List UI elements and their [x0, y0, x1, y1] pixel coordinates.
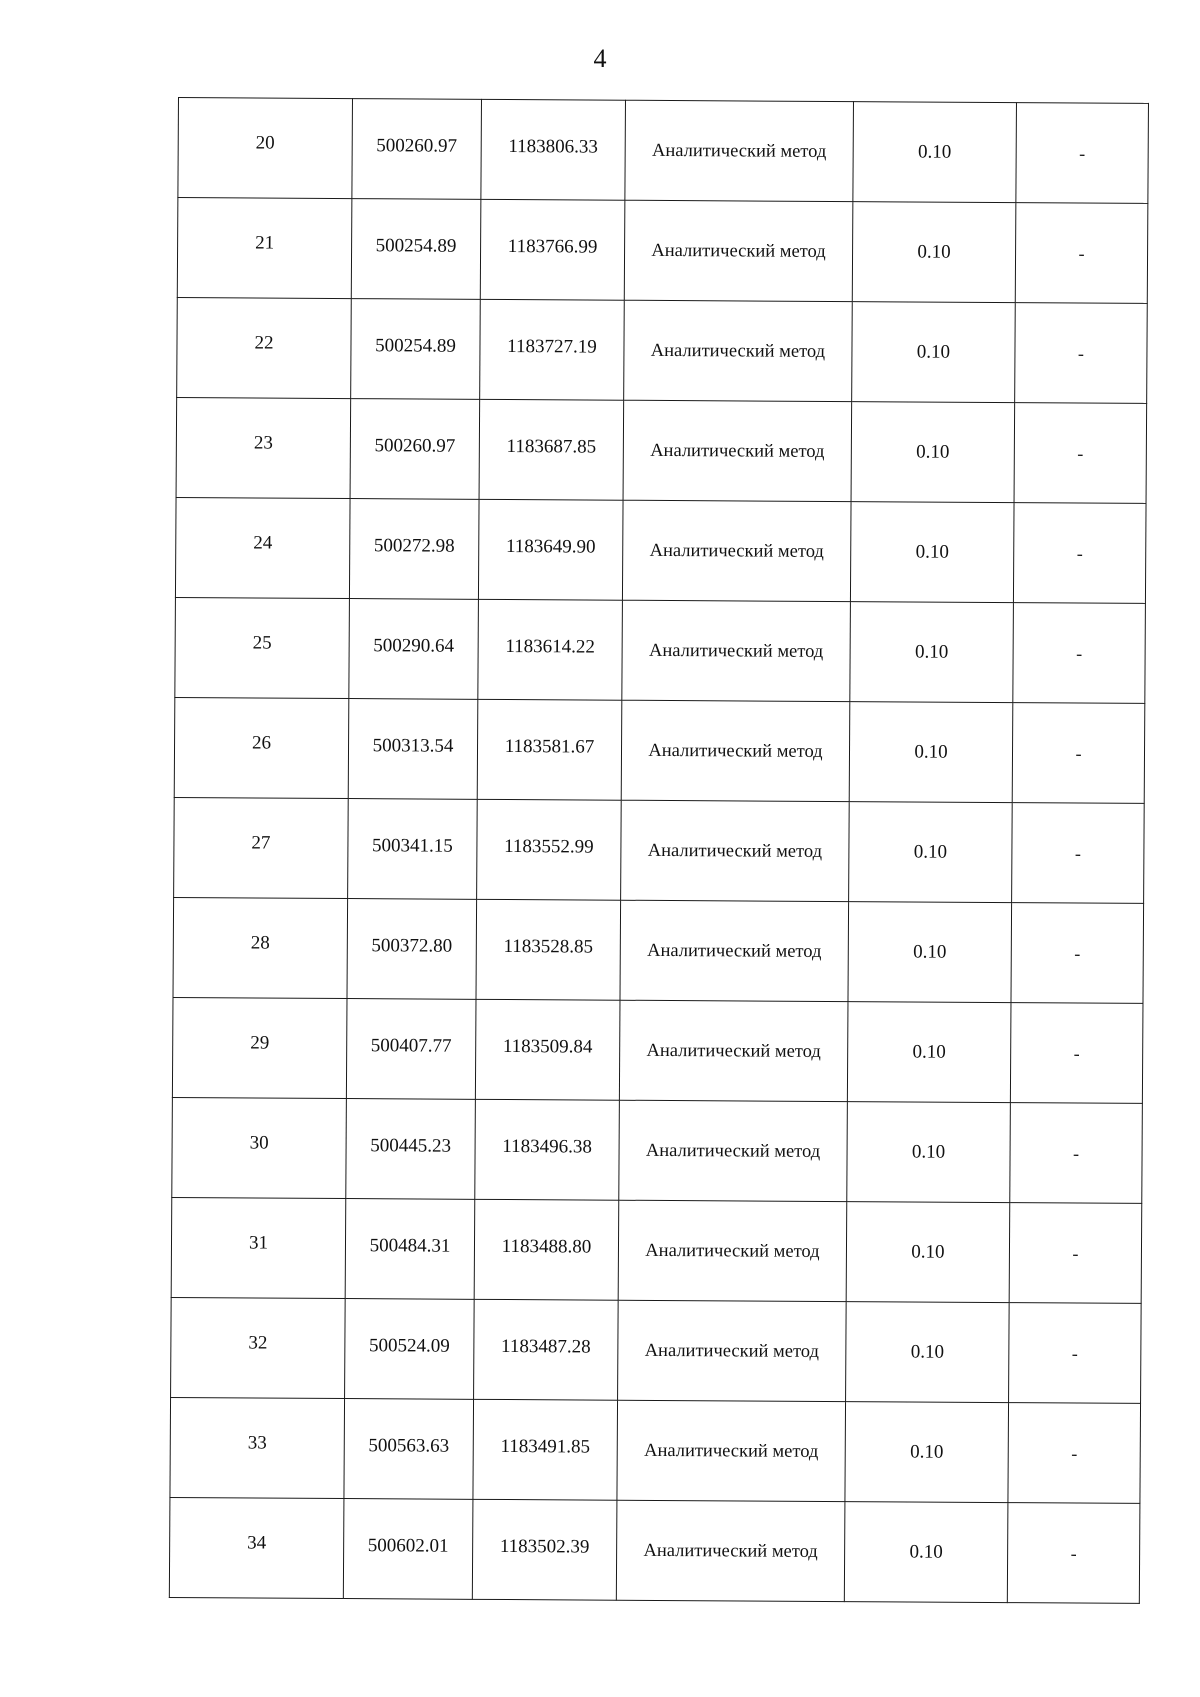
y-coordinate-cell: 1183766.99 — [480, 199, 625, 300]
method-cell: Аналитический метод — [617, 1400, 846, 1501]
x-coordinate-cell: 500524.09 — [345, 1299, 475, 1400]
method-cell: Аналитический метод — [623, 400, 852, 501]
table-row — [176, 397, 1147, 503]
table-row — [171, 1297, 1142, 1403]
point-number-cell: 21 — [177, 198, 352, 299]
y-coordinate-cell: 1183487.28 — [474, 1299, 619, 1400]
note-cell: - — [1013, 603, 1146, 704]
table-row — [175, 497, 1146, 603]
coordinates-table-wrapper — [169, 97, 1148, 1604]
accuracy-cell: 0.10 — [850, 502, 1014, 603]
note-cell: - — [1009, 1303, 1142, 1404]
table-row — [173, 897, 1144, 1003]
table-row — [169, 1497, 1140, 1603]
accuracy-cell: 0.10 — [851, 402, 1015, 503]
note-cell: - — [1011, 903, 1144, 1004]
point-number-cell: 22 — [177, 297, 352, 398]
point-number-cell: 30 — [172, 1097, 347, 1198]
x-coordinate-cell: 500290.64 — [349, 599, 479, 700]
accuracy-cell: 0.10 — [845, 1402, 1009, 1503]
note-cell: - — [1015, 303, 1148, 404]
table-row — [171, 1197, 1142, 1303]
table-row — [177, 297, 1148, 403]
x-coordinate-cell: 500484.31 — [345, 1199, 475, 1300]
y-coordinate-cell: 1183488.80 — [474, 1199, 619, 1300]
accuracy-cell: 0.10 — [847, 1002, 1011, 1103]
y-coordinate-cell: 1183687.85 — [479, 399, 624, 500]
table-row — [175, 597, 1146, 703]
page-number: 4 — [593, 44, 607, 73]
accuracy-cell: 0.10 — [850, 602, 1014, 703]
accuracy-cell: 0.10 — [847, 1102, 1011, 1203]
table-row — [178, 98, 1149, 204]
x-coordinate-cell: 500445.23 — [346, 1099, 476, 1200]
point-number-cell: 25 — [175, 597, 350, 698]
accuracy-cell: 0.10 — [846, 1302, 1010, 1403]
y-coordinate-cell: 1183491.85 — [473, 1399, 618, 1500]
method-cell: Аналитический метод — [619, 1000, 848, 1101]
point-number-cell: 31 — [171, 1197, 346, 1298]
point-number-cell: 28 — [173, 897, 348, 998]
y-coordinate-cell: 1183649.90 — [478, 499, 623, 600]
table-row — [174, 697, 1145, 803]
note-cell: - — [1010, 1003, 1143, 1104]
accuracy-cell: 0.10 — [853, 102, 1017, 203]
point-number-cell: 24 — [175, 497, 350, 598]
x-coordinate-cell: 500313.54 — [348, 699, 478, 800]
method-cell: Аналитический метод — [620, 900, 849, 1001]
point-number-cell: 34 — [169, 1497, 344, 1598]
method-cell: Аналитический метод — [621, 800, 850, 901]
point-number-cell: 26 — [174, 697, 349, 798]
table-row — [172, 1097, 1143, 1203]
x-coordinate-cell: 500260.97 — [350, 399, 480, 500]
note-cell: - — [1012, 803, 1145, 904]
method-cell: Аналитический метод — [622, 600, 851, 701]
x-coordinate-cell: 500341.15 — [348, 799, 478, 900]
accuracy-cell: 0.10 — [844, 1502, 1008, 1603]
coordinates-table — [169, 97, 1149, 1604]
table-row — [172, 997, 1143, 1103]
point-number-cell: 20 — [178, 98, 353, 199]
x-coordinate-cell: 500260.97 — [352, 99, 482, 200]
coordinates-table-body — [169, 98, 1148, 1604]
note-cell: - — [1009, 1203, 1142, 1304]
accuracy-cell: 0.10 — [846, 1202, 1010, 1303]
y-coordinate-cell: 1183552.99 — [477, 799, 622, 900]
note-cell: - — [1014, 403, 1147, 504]
x-coordinate-cell: 500272.98 — [349, 499, 479, 600]
x-coordinate-cell: 500254.89 — [351, 299, 481, 400]
method-cell: Аналитический метод — [616, 1500, 845, 1601]
point-number-cell: 29 — [172, 997, 347, 1098]
table-row — [170, 1397, 1141, 1503]
accuracy-cell: 0.10 — [848, 902, 1012, 1003]
note-cell: - — [1012, 703, 1145, 804]
x-coordinate-cell: 500407.77 — [346, 999, 476, 1100]
method-cell: Аналитический метод — [625, 100, 854, 201]
y-coordinate-cell: 1183581.67 — [477, 699, 622, 800]
point-number-cell: 23 — [176, 397, 351, 498]
x-coordinate-cell: 500563.63 — [344, 1399, 474, 1500]
y-coordinate-cell: 1183614.22 — [478, 599, 623, 700]
point-number-cell: 32 — [171, 1297, 346, 1398]
accuracy-cell: 0.10 — [852, 202, 1016, 303]
note-cell: - — [1010, 1103, 1143, 1204]
method-cell: Аналитический метод — [624, 300, 853, 401]
note-cell: - — [1013, 503, 1146, 604]
point-number-cell: 33 — [170, 1397, 345, 1498]
method-cell: Аналитический метод — [618, 1300, 847, 1401]
accuracy-cell: 0.10 — [852, 302, 1016, 403]
note-cell: - — [1015, 203, 1148, 304]
accuracy-cell: 0.10 — [849, 702, 1013, 803]
x-coordinate-cell: 500372.80 — [347, 899, 477, 1000]
table-row — [174, 797, 1145, 903]
y-coordinate-cell: 1183496.38 — [475, 1099, 620, 1200]
y-coordinate-cell: 1183806.33 — [481, 99, 626, 200]
method-cell: Аналитический метод — [621, 700, 850, 801]
x-coordinate-cell: 500602.01 — [343, 1499, 473, 1600]
method-cell: Аналитический метод — [622, 500, 851, 601]
x-coordinate-cell: 500254.89 — [351, 199, 481, 300]
y-coordinate-cell: 1183528.85 — [476, 899, 621, 1000]
note-cell: - — [1008, 1403, 1141, 1504]
y-coordinate-cell: 1183502.39 — [472, 1499, 617, 1600]
method-cell: Аналитический метод — [624, 200, 853, 301]
note-cell: - — [1016, 103, 1149, 204]
method-cell: Аналитический метод — [618, 1200, 847, 1301]
accuracy-cell: 0.10 — [849, 802, 1013, 903]
note-cell: - — [1007, 1503, 1140, 1604]
y-coordinate-cell: 1183509.84 — [475, 999, 620, 1100]
table-row — [177, 198, 1148, 304]
method-cell: Аналитический метод — [619, 1100, 848, 1201]
y-coordinate-cell: 1183727.19 — [480, 299, 625, 400]
point-number-cell: 27 — [174, 797, 349, 898]
